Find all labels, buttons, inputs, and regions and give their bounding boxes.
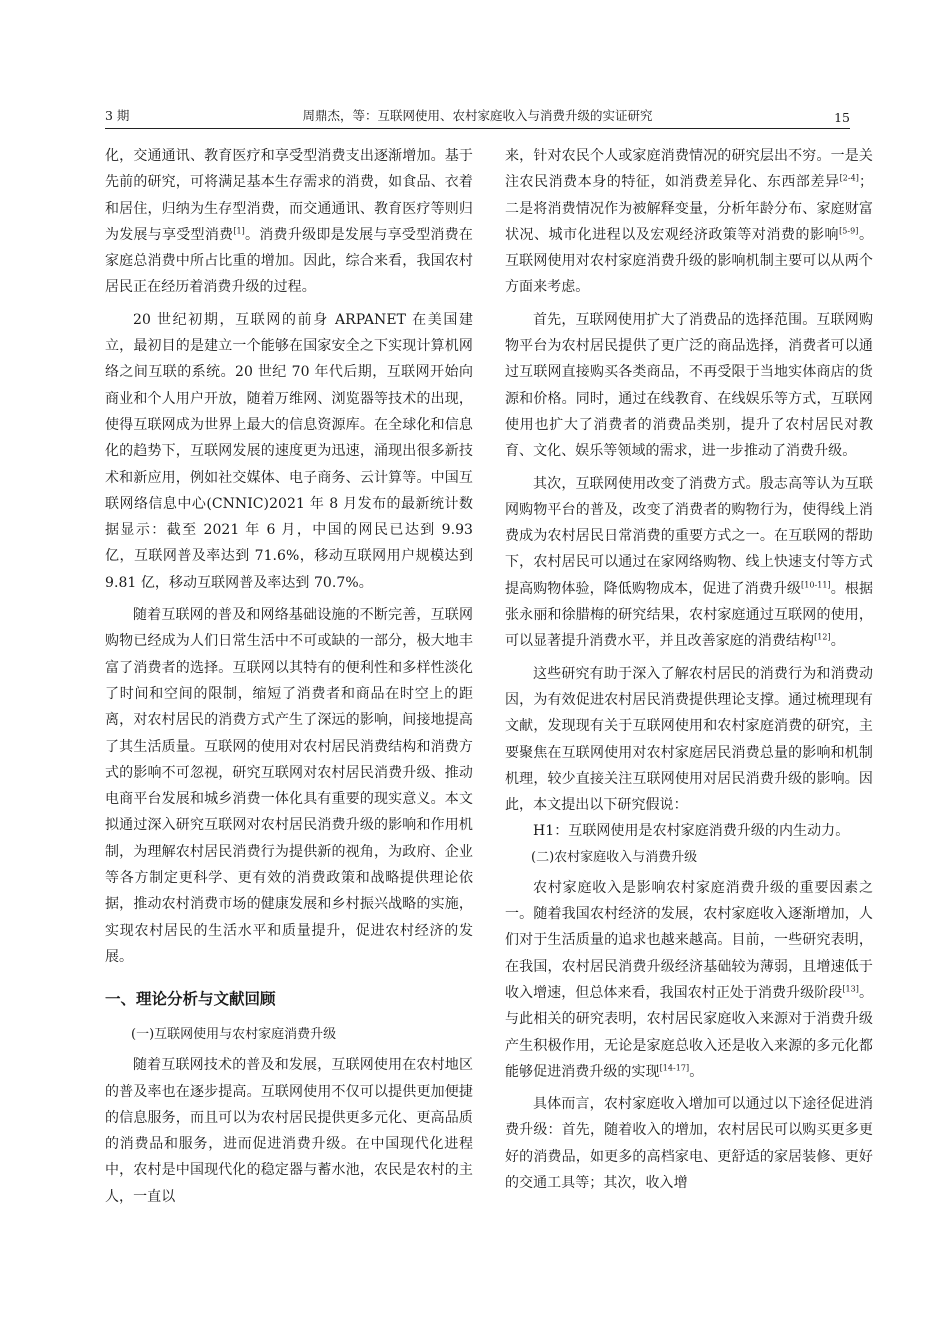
paragraph: 20 世纪初期，互联网的前身 ARPANET 在美国建立，最初目的是建立一个能够在国家安全之下实现计算机网络之间互联的系统。20 世纪 70 年代后期，互联网开始向商业和个人用户开放，随着万维网、浏览器等技术的出现，使得互联网成为世界上最大的信息资源库。在全球化和信息化的趋势下，互联网发展的速度更为迅速，涌现出很多新技术和新应用，例如社交媒体、电子商务、云计算等。中国互联网络信息中心(CNNIC)2021 年 8 月发布的最新统计数据显示：截至 2021 年 6 月，中国的网民已达到 9.93 亿，互联网普及率达到 71.6%，移动互联网用户规模达到 9.81 亿，移动互联网普及率达到 70.7%。 bbox=[105, 311, 473, 591]
paragraph: 这些研究有助于深入了解农村居民的消费行为和消费动因，为有效促进农村居民消费提供理论支撑。通过梳理现有文献，发现现有关于互联网使用和农村家庭消费的研究，主要聚焦在互联网使用对农村家庭居民消费总量的影响和机制机理，较少直接关注互联网使用对居民消费升级的影响。因此，本文提出以下研究假说： bbox=[505, 665, 873, 814]
section-heading: 一、理论分析与文献回顾 bbox=[105, 990, 276, 1009]
paragraph: 农村家庭收入是影响农村家庭消费升级的重要因素之一。随着我国农村经济的发展，农村家庭收入逐渐增加，人们对于生活质量的追求也越来越高。目前，一些研究表明，在我国，农村居民消费升级经济基础较为薄弱，且增速低于收入增速，但总体来看，我国农村正处于消费升级阶段[13]。与此相关的研究表明，农村居民家庭收入来源对于消费升级产生积极作用，无论是家庭总收入还是收入来源的多元化都能够促进消费升级的实现[14-17]。 bbox=[505, 879, 873, 1080]
paragraph: 随着互联网的普及和网络基础设施的不断完善，互联网购物已经成为人们日常生活中不可或缺的一部分，极大地丰富了消费者的选择。互联网以其特有的便利性和多样性淡化了时间和空间的限制，缩短了消费者和商品在时空上的距离，对农村居民的消费方式产生了深远的影响，间接地提高了其生活质量。互联网的使用对农村居民消费结构和消费方式的影响不可忽视，研究互联网对农村居民消费升级、推动电商平台发展和城乡消费一体化具有重要的现实意义。本文拟通过深入研究互联网对农村居民消费升级的影响和作用机制，为理解农村居民消费行为提供新的视角，为政府、企业等各方制定更科学、更有效的消费政策和战略提供理论依据，推动农村消费市场的健康发展和乡村振兴战略的实施，实现农村居民的生活水平和质量提升，促进农村经济的发展。 bbox=[105, 607, 473, 965]
issue-number: 3 期 bbox=[105, 108, 130, 123]
subsection-heading: (一)互联网使用与农村家庭消费升级 bbox=[131, 1027, 337, 1043]
left-column bbox=[105, 143, 473, 1210]
paragraph: 来，针对农民个人或家庭消费情况的研究层出不穷。一是关注农民消费本身的特征，如消费差异化、东西部差异[2-4]；二是将消费情况作为被解释变量，分析年龄分布、家庭财富状况、城市化进程以及宏观经济政策等对消费的影响[5-9]。互联网使用对农村家庭消费升级的影响机制主要可以从两个方面来考虑。 bbox=[505, 148, 873, 296]
right-column bbox=[505, 143, 873, 1196]
header-rule bbox=[105, 128, 850, 129]
page-number: 15 bbox=[834, 110, 850, 125]
citation: [5-9] bbox=[839, 226, 859, 236]
citation: [10-11] bbox=[801, 580, 831, 590]
running-title: 周鼎杰，等：互联网使用、农村家庭收入与消费升级的实证研究 bbox=[302, 108, 653, 123]
citation: [2-4] bbox=[839, 173, 859, 183]
citation: [12] bbox=[814, 632, 831, 642]
citation: [14-17] bbox=[659, 1063, 690, 1073]
hypothesis: H1：互联网使用是农村家庭消费升级的内生动力。 bbox=[533, 823, 850, 840]
paragraph: 随着互联网技术的普及和发展，互联网使用在农村地区的普及率也在逐步提高。互联网使用不仅可以提供更加便捷的信息服务，而且可以为农村居民提供更多元化、更高品质的消费品和服务，进而促进消费升级。在中国现代化进程中，农村是中国现代化的稳定器与蓄水池，农民是农村的主人，一直以 bbox=[105, 1057, 473, 1205]
paragraph: 首先，互联网使用扩大了消费品的选择范围。互联网购物平台为农村居民提供了更广泛的商品选择，消费者可以通过互联网直接购买各类商品，不再受限于当地实体商店的货源和价格。同时，通过在线教育、在线娱乐等方式，互联网使用也扩大了消费者的消费品类别，提升了农村居民对教育、文化、娱乐等领域的需求，进一步推动了消费升级。 bbox=[505, 311, 873, 460]
paragraph: 具体而言，农村家庭收入增加可以通过以下途径促进消费升级：首先，随着收入的增加，农村居民可以购买更多更好的消费品，如更多的高档家电、更舒适的家居装修、更好的交通工具等；其次，收入增 bbox=[505, 1096, 873, 1191]
citation: [1] bbox=[233, 226, 245, 236]
citation: [13] bbox=[842, 984, 859, 994]
paragraph: 其次，互联网使用改变了消费方式。殷志高等认为互联网购物平台的普及，改变了消费者的购物行为，使得线上消费成为农村居民日常消费的重要方式之一。在互联网的帮助下，农村居民可以通过在家网络购物、线上快速支付等方式提高购物体验，降低购物成本，促进了消费升级[10-11]。根据张永丽和徐腊梅的研究结果，农村家庭通过互联网的使用，可以显著提升消费水平，并且改善家庭的消费结构[12]。 bbox=[505, 475, 873, 650]
paragraph: 化，交通通讯、教育医疗和享受型消费支出逐渐增加。基于先前的研究，可将满足基本生存需求的消费，如食品、衣着和居住，归纳为生存型消费，而交通通讯、教育医疗等则归为发展与享受型消费[1]。消费升级即是发展与享受型消费在家庭总消费中所占比重的增加。因此，综合来看，我国农村居民正在经历着消费升级的过程。 bbox=[105, 148, 473, 296]
subsection-heading: (二)农村家庭收入与消费升级 bbox=[531, 849, 698, 865]
running-header bbox=[105, 106, 850, 128]
